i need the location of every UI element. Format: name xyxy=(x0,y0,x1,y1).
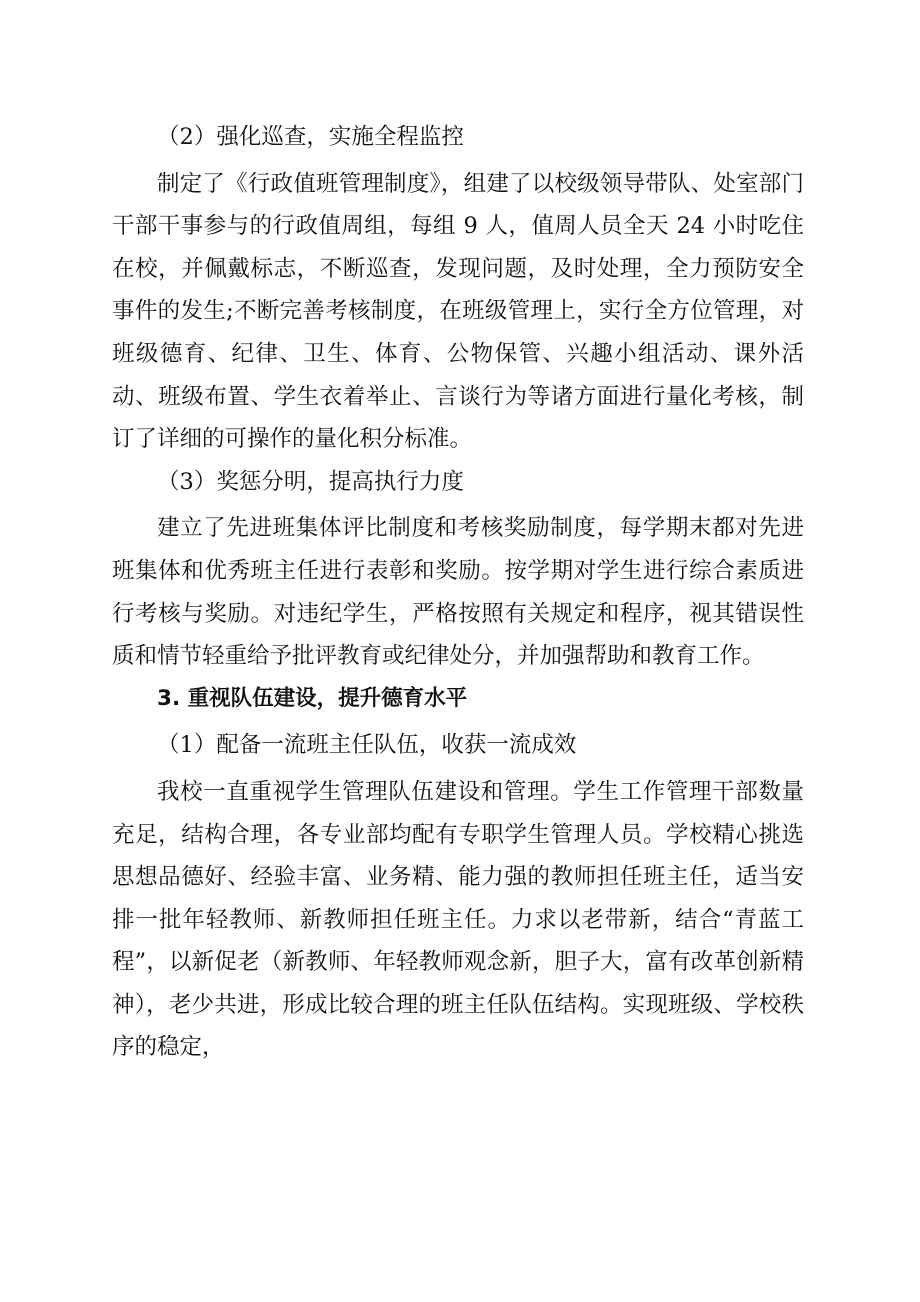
subheading-patrol: （2）强化巡查，实施全程监控 xyxy=(157,124,464,150)
subheading-rewards: （3）奖惩分明，提高执行力度 xyxy=(157,468,464,495)
document-body xyxy=(112,116,804,1069)
subheading-class-teachers: （1）配备一流班主任队伍，收获一流成效 xyxy=(157,732,577,759)
paragraph-rewards: 建立了先进班集体评比制度和考核奖励制度，每学期末都对先进班集体和优秀班主任进行表彰和奖励。按学期对学生进行综合素质进行考核与奖励。对违纪学生，严格按照有关规定和程序，视其错误性质和情节轻重给予批评教育或纪律处分，并加强帮助和教育工作。 xyxy=(112,515,804,670)
section-heading-team-building: 3. 重视队伍建设，提升德育水平 xyxy=(157,685,468,711)
paragraph-duty-system: 制定了《行政值班管理制度》，组建了以校级领导带队、处室部门干部干事参与的行政值周组，每组 9 人，值周人员全天 24 小时吃住在校，并佩戴标志，不断巡查，发现问题，及时处理，全力预防安全事件的发生;不断完善考核制度，在班级管理上，实行全方位管理，对班级德育、纪律、卫生、体育、公物保管、兴趣小组活动、课外活动、班级布置、学生衣着举止、言谈行为等诸方面进行量化考核，制订了详细的可操作的量化积分标准。 xyxy=(112,170,804,453)
paragraph-team-management: 我校一直重视学生管理队伍建设和管理。学生工作管理干部数量充足，结构合理，各专业部均配有专职学生管理人员。学校精心挑选思想品德好、经验丰富、业务精、能力强的教师担任班主任，适当安排一批年轻教师、新教师担任班主任。力求以老带新，结合“青蓝工程”，以新促老（新教师、年轻教师观念新，胆子大，富有改革创新精神），老少共进，形成比较合理的班主任队伍结构。实现班级、学校秩序的稳定， xyxy=(112,778,804,1061)
